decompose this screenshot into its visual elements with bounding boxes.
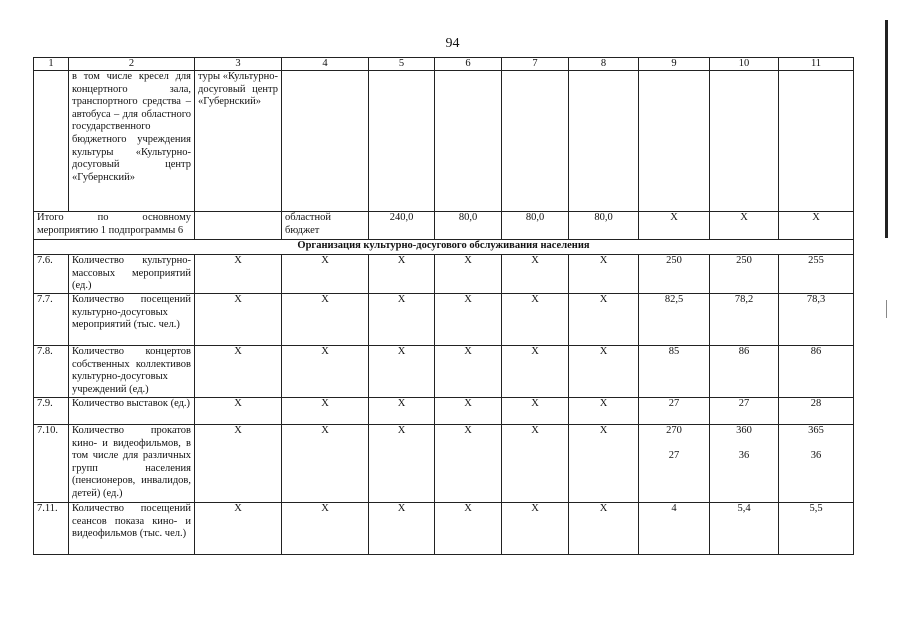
empty-cell bbox=[710, 71, 779, 212]
empty-cell bbox=[282, 71, 369, 212]
table-cell: 86 bbox=[779, 346, 854, 398]
row-name: Количество выставок (ед.) bbox=[69, 398, 195, 425]
table-cell: X bbox=[195, 346, 282, 398]
table-cell: 250 bbox=[639, 255, 710, 294]
row-number: 7.9. bbox=[34, 398, 69, 425]
table-cell: 270 27 bbox=[639, 425, 710, 503]
table-cell: X bbox=[502, 294, 569, 346]
column-header: 1 bbox=[34, 58, 69, 71]
table-cell: 5,5 bbox=[779, 503, 854, 555]
table-cell: X bbox=[435, 346, 502, 398]
table-cell: X bbox=[195, 398, 282, 425]
column-header: 8 bbox=[569, 58, 639, 71]
row-number: 7.7. bbox=[34, 294, 69, 346]
table-cell: X bbox=[502, 425, 569, 503]
table-cell: X bbox=[369, 398, 435, 425]
table-cell: X bbox=[282, 503, 369, 555]
column-header: 3 bbox=[195, 58, 282, 71]
table-cell: X bbox=[569, 398, 639, 425]
table-cell: X bbox=[435, 294, 502, 346]
total-cell: 240,0 bbox=[369, 212, 435, 240]
column-header: 4 bbox=[282, 58, 369, 71]
table-row bbox=[34, 398, 854, 425]
table-cell: 365 36 bbox=[779, 425, 854, 503]
row-number: 7.10. bbox=[34, 425, 69, 503]
column-header: 2 bbox=[69, 58, 195, 71]
table-cell: 85 bbox=[639, 346, 710, 398]
total-cell: X bbox=[710, 212, 779, 240]
column-header: 10 bbox=[710, 58, 779, 71]
total-cell: 80,0 bbox=[502, 212, 569, 240]
empty-cell bbox=[502, 71, 569, 212]
empty-cell bbox=[639, 71, 710, 212]
total-cell: X bbox=[779, 212, 854, 240]
table-cell: X bbox=[369, 503, 435, 555]
table-cell: X bbox=[569, 294, 639, 346]
table-cell: X bbox=[502, 255, 569, 294]
table-cell: 86 bbox=[710, 346, 779, 398]
continuation-row bbox=[34, 71, 854, 212]
table-cell: X bbox=[369, 294, 435, 346]
table-cell: X bbox=[435, 425, 502, 503]
row-name: Количество культурно-массовых мероприятий (ед.) bbox=[69, 255, 195, 294]
row-number: 7.6. bbox=[34, 255, 69, 294]
table-cell: 82,5 bbox=[639, 294, 710, 346]
table-cell: X bbox=[369, 425, 435, 503]
table-row bbox=[34, 425, 854, 503]
table-cell: X bbox=[195, 425, 282, 503]
table-cell: X bbox=[369, 255, 435, 294]
total-cell: 80,0 bbox=[569, 212, 639, 240]
table-cell: 360 36 bbox=[710, 425, 779, 503]
table-cell: 27 bbox=[639, 398, 710, 425]
table-cell: 250 bbox=[710, 255, 779, 294]
column-header: 6 bbox=[435, 58, 502, 71]
table-cell: X bbox=[369, 346, 435, 398]
total-label-cell: Итого по основному мероприятию 1 подпрограммы 6 bbox=[34, 212, 195, 240]
row-name: Количество концертов собственных коллективов культурно-досуговых учреждений (ед.) bbox=[69, 346, 195, 398]
table-row bbox=[34, 346, 854, 398]
table-cell: 255 bbox=[779, 255, 854, 294]
table-cell: 27 bbox=[710, 398, 779, 425]
table-cell: X bbox=[195, 503, 282, 555]
column-header: 7 bbox=[502, 58, 569, 71]
total-cell: 80,0 bbox=[435, 212, 502, 240]
table-row bbox=[34, 503, 854, 555]
table-cell: X bbox=[282, 346, 369, 398]
empty-cell bbox=[195, 212, 282, 240]
empty-cell bbox=[569, 71, 639, 212]
total-row bbox=[34, 212, 854, 240]
continuation-executor-cell: туры «Культурно-досуговый центр «Губернский» bbox=[195, 71, 282, 212]
table-cell: X bbox=[569, 346, 639, 398]
total-cell: X bbox=[639, 212, 710, 240]
table-cell: X bbox=[569, 503, 639, 555]
table-cell: X bbox=[569, 425, 639, 503]
column-number-row bbox=[34, 58, 854, 71]
table-cell: X bbox=[502, 346, 569, 398]
table-cell: X bbox=[435, 503, 502, 555]
column-header: 5 bbox=[369, 58, 435, 71]
table-cell: X bbox=[502, 503, 569, 555]
table-cell: X bbox=[502, 398, 569, 425]
total-source-cell: областной бюджет bbox=[282, 212, 369, 240]
scan-edge-line bbox=[885, 20, 888, 238]
table-cell: 4 bbox=[639, 503, 710, 555]
row-name: Количество посещений культурно-досуговых мероприятий (тыс. чел.) bbox=[69, 294, 195, 346]
table-cell: 78,2 bbox=[710, 294, 779, 346]
column-header: 11 bbox=[779, 58, 854, 71]
table-cell: X bbox=[282, 255, 369, 294]
table-cell: 5,4 bbox=[710, 503, 779, 555]
row-name: Количество прокатов кино- и видеофильмов, в том числе для различных групп населения (пенсионеров, инвалидов, детей) (ед.) bbox=[69, 425, 195, 503]
table-cell: X bbox=[569, 255, 639, 294]
table-row bbox=[34, 255, 854, 294]
table-cell: X bbox=[435, 255, 502, 294]
table-cell: 28 bbox=[779, 398, 854, 425]
page-number: 94 bbox=[445, 36, 460, 51]
empty-cell bbox=[34, 71, 69, 212]
scan-edge-mark bbox=[886, 300, 887, 318]
table-cell: X bbox=[282, 294, 369, 346]
section-title: Организация культурно-досугового обслуживания населения bbox=[34, 240, 854, 255]
table-cell: X bbox=[282, 425, 369, 503]
continuation-name-cell: в том числе кресел для концертного зала, транспортного средства – автобуса – для областного государственного бюджетного учреждения культуры «Культурно-досуговый центр «Губернский» bbox=[69, 71, 195, 212]
table-cell: 78,3 bbox=[779, 294, 854, 346]
program-table bbox=[33, 57, 854, 555]
table-cell: X bbox=[282, 398, 369, 425]
section-row bbox=[34, 240, 854, 255]
row-name: Количество посещений сеансов показа кино- и видеофильмов (тыс. чел.) bbox=[69, 503, 195, 555]
column-header: 9 bbox=[639, 58, 710, 71]
row-number: 7.11. bbox=[34, 503, 69, 555]
empty-cell bbox=[435, 71, 502, 212]
empty-cell bbox=[779, 71, 854, 212]
empty-cell bbox=[369, 71, 435, 212]
table-cell: X bbox=[435, 398, 502, 425]
table-cell: X bbox=[195, 294, 282, 346]
row-number: 7.8. bbox=[34, 346, 69, 398]
table-cell: X bbox=[195, 255, 282, 294]
table-row bbox=[34, 294, 854, 346]
